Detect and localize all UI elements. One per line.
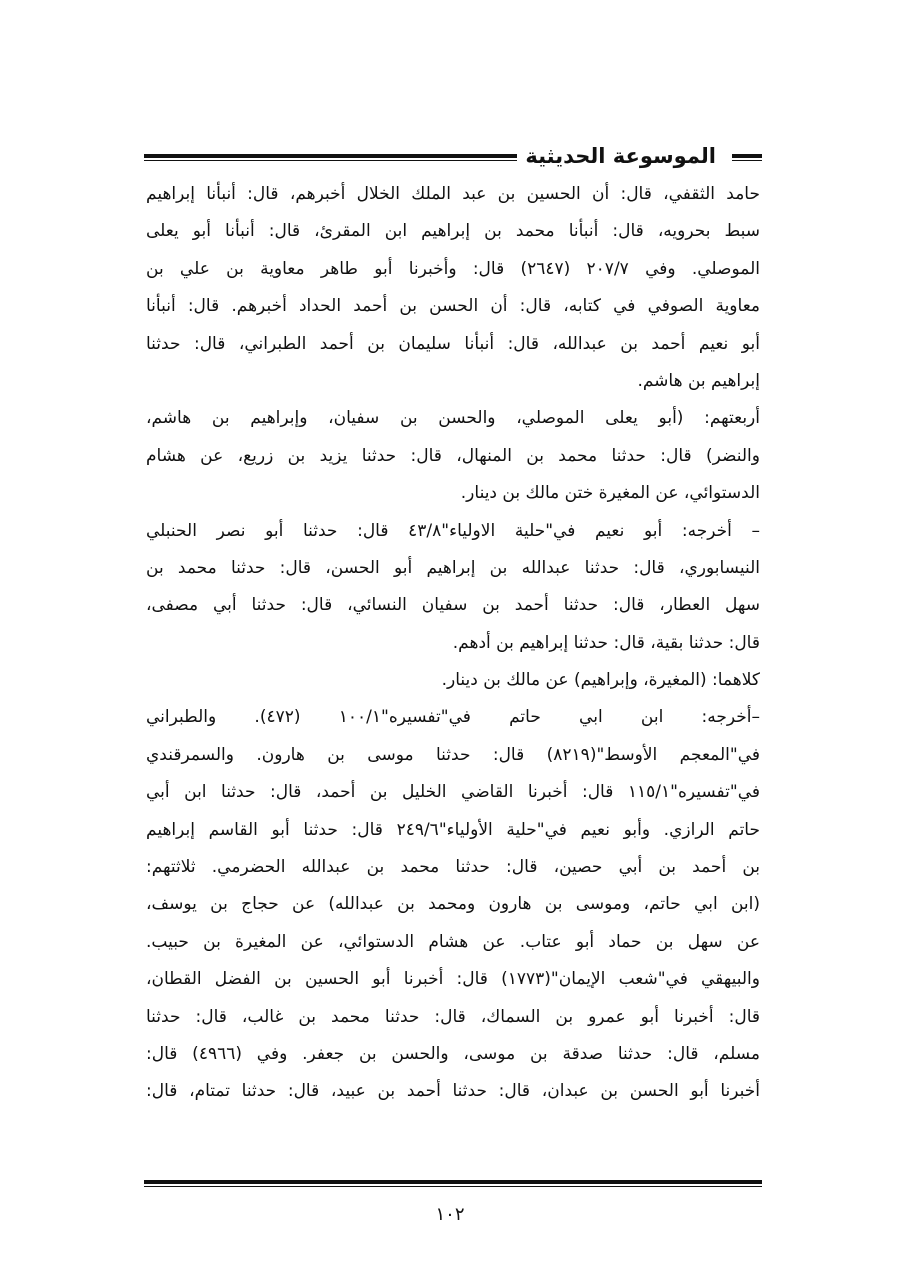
body-text [146,176,760,1111]
text-line: الدستوائي، عن المغيرة ختن مالك بن دينار. [460,483,760,504]
header-rule-right [732,154,762,161]
header-rule-left [144,154,549,161]
text-line: حاتم الرازي. وأبو نعيم في"حلية الأولياء"٢٤٩/٦ قال: حدثنا أبو القاسم إبراهيم [146,819,760,840]
text-line: النيسابوري، قال: حدثنا عبدالله بن إبراهيم أبو الحسن، قال: حدثنا محمد بن [146,557,760,578]
text-line: معاوية الصوفي في كتابه، قال: أن الحسن بن أحمد الحداد أخبرهم. قال: أنبأنا [146,296,760,317]
text-line: الموصلي. وفي ٢٠٧/٧ (٢٦٤٧) قال: وأخبرنا أبو طاهر معاوية بن علي بن [146,258,760,279]
text-line: في"المعجم الأوسط"(٨٢١٩) قال: حدثنا موسى بن هارون. والسمرقندي [146,744,760,765]
text-line: – أخرجه: أبو نعيم في"حلية الاولياء"٤٣/٨ قال: حدثنا أبو نصر الحنبلي [146,520,760,541]
text-line: حامد الثقفي، قال: أن الحسين بن عبد الملك الخلال أخبرهم، قال: أنبأنا إبراهيم [146,184,760,204]
text-line: بن أحمد بن أبي حصين، قال: حدثنا محمد بن عبدالله الحضرمي. ثلاثتهم: [146,857,760,878]
text-line: والبيهقي في"شعب الإيمان"(١٧٧٣) قال: أخبرنا أبو الحسين بن الفضل القطان، [146,969,760,990]
footer-rule [144,1180,762,1187]
text-line: قال: حدثنا بقية، قال: حدثنا إبراهيم بن أدهم. [452,632,760,653]
text-line: أخبرنا أبو الحسن بن عبدان، قال: حدثنا أحمد بن عبيد، قال: حدثنا تمتام، قال: [146,1081,760,1102]
text-line: قال: أخبرنا أبو عمرو بن السماك، قال: حدثنا محمد بن غالب، قال: حدثنا [146,1006,760,1027]
header-title: الموسوعة الحديثية [517,142,724,170]
text-line: سهل العطار، قال: حدثنا أحمد بن سفيان النسائي، قال: حدثنا أبي مصفى، [146,595,760,616]
text-line: أبو نعيم أحمد بن عبدالله، قال: أنبأنا سليمان بن أحمد الطبراني، قال: حدثنا [146,333,760,354]
text-line: سبط بحرويه، قال: أنبأنا محمد بن إبراهيم ابن المقرئ، قال: أنبأنا أبو يعلى [146,221,760,242]
text-line: –أخرجه: ابن ابي حاتم في"تفسيره"١٠٠/١ (٤٧٢). والطبراني [146,707,760,728]
text-line: والنضر) قال: حدثنا محمد بن المنهال، قال: حدثنا يزيد بن زريع، عن هشام [146,445,760,466]
running-header [144,140,762,174]
text-line: أربعتهم: (أبو يعلى الموصلي، والحسن بن سفيان، وإبراهيم بن هاشم، [146,408,760,429]
text-line: كلاهما: (المغيرة، وإبراهيم) عن مالك بن دينار. [441,670,760,691]
text-line: عن سهل بن حماد أبو عتاب. عن هشام الدستوائي، عن المغيرة بن حبيب. [146,931,760,952]
text-line: إبراهيم بن هاشم. [637,370,760,391]
text-line: في"تفسيره"١١٥/١ قال: أخبرنا القاضي الخليل بن أحمد، قال: حدثنا ابن أبي [146,782,760,803]
text-line: (ابن ابي حاتم، وموسى بن هارون ومحمد بن عبدالله) عن حجاج بن يوسف، [146,894,760,915]
page-number: ١٠٢ [435,1204,465,1225]
text-line: مسلم، قال: حدثنا صدقة بن موسى، والحسن بن جعفر. وفي (٤٩٦٦) قال: [146,1043,760,1064]
